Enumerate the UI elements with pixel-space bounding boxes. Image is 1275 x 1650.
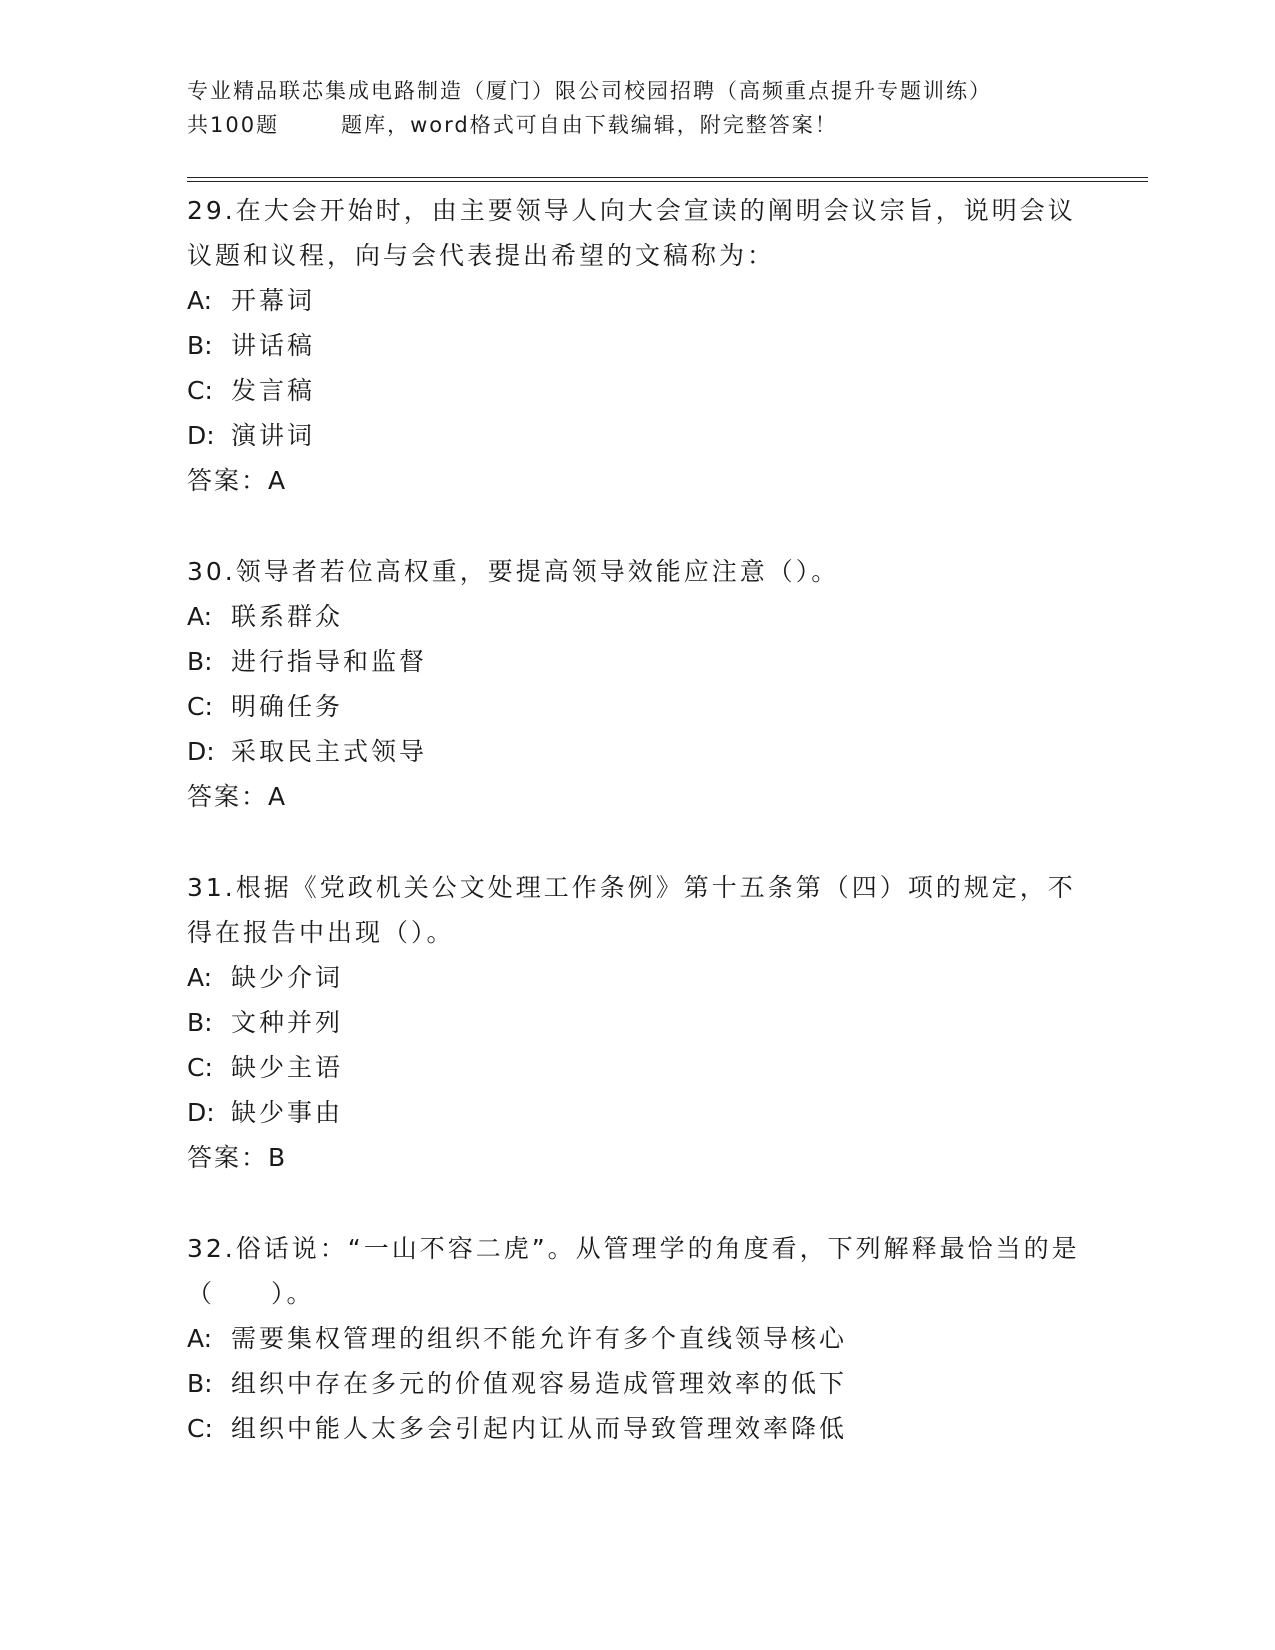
document-header — [187, 74, 1087, 142]
question-text: 31.根据《党政机关公文处理工作条例》第十五条第（四）项的规定，不得在报告中出现（）。 — [187, 873, 1076, 947]
answer-option — [187, 278, 1087, 323]
option-letter: C: — [187, 376, 213, 405]
answer-option — [187, 639, 1087, 684]
question-text: 29.在大会开始时，由主要领导人向大会宣读的阐明会议宗旨，说明会议议题和议程，向与会代表提出希望的文稿称为： — [187, 196, 1076, 270]
option-text: 采取民主式领导 — [231, 737, 428, 766]
answer-key: 答案：A — [187, 466, 288, 495]
answer-option — [187, 955, 1087, 1000]
answer-key: 答案：B — [187, 1143, 288, 1172]
question-block — [187, 549, 1087, 819]
option-letter: C: — [187, 1053, 213, 1082]
option-text: 讲话稿 — [231, 331, 316, 360]
header-divider-bottom — [187, 181, 1148, 182]
question-text: 30.领导者若位高权重，要提高领导效能应注意（）。 — [187, 557, 840, 586]
answer-option — [187, 413, 1087, 458]
question-count: 共100题 — [187, 113, 280, 137]
answer-option — [187, 1045, 1087, 1090]
option-text: 组织中能人太多会引起内讧从而导致管理效率降低 — [231, 1414, 848, 1443]
option-text: 组织中存在多元的价值观容易造成管理效率的低下 — [231, 1369, 848, 1398]
option-text: 进行指导和监督 — [231, 647, 428, 676]
question-list — [187, 188, 1087, 1497]
answer-option — [187, 1361, 1087, 1406]
answer-option — [187, 1316, 1087, 1361]
answer-option — [187, 594, 1087, 639]
header-description: 题库，word格式可自由下载编辑，附完整答案！ — [341, 113, 838, 137]
option-letter: D: — [187, 1098, 215, 1127]
option-letter: A: — [187, 1324, 213, 1353]
option-text: 缺少事由 — [231, 1098, 344, 1127]
option-text: 缺少介词 — [231, 963, 344, 992]
option-text: 明确任务 — [231, 692, 344, 721]
header-subtitle — [187, 108, 1087, 142]
option-letter: A: — [187, 286, 213, 315]
answer-option — [187, 368, 1087, 413]
question-text: 32.俗话说：“一山不容二虎”。从管理学的角度看，下列解释最恰当的是（ ）。 — [187, 1234, 1080, 1308]
option-text: 文种并列 — [231, 1008, 344, 1037]
answer-option — [187, 323, 1087, 368]
option-letter: C: — [187, 1414, 213, 1443]
option-text: 联系群众 — [231, 602, 344, 631]
question-block — [187, 1226, 1087, 1451]
option-letter: B: — [187, 647, 213, 676]
option-text: 需要集权管理的组织不能允许有多个直线领导核心 — [231, 1324, 848, 1353]
option-letter: A: — [187, 963, 213, 992]
question-block — [187, 188, 1087, 503]
option-letter: B: — [187, 1008, 213, 1037]
option-letter: D: — [187, 421, 215, 450]
option-letter: B: — [187, 331, 213, 360]
option-text: 发言稿 — [231, 376, 316, 405]
option-letter: D: — [187, 737, 215, 766]
header-divider-top — [187, 177, 1148, 178]
answer-option — [187, 1000, 1087, 1045]
answer-option — [187, 1090, 1087, 1135]
header-title: 专业精品联芯集成电路制造（厦门）限公司校园招聘（高频重点提升专题训练） — [187, 79, 992, 103]
answer-option — [187, 1406, 1087, 1451]
option-text: 开幕词 — [231, 286, 316, 315]
option-text: 缺少主语 — [231, 1053, 344, 1082]
answer-key: 答案：A — [187, 782, 288, 811]
question-block — [187, 865, 1087, 1180]
option-letter: A: — [187, 602, 213, 631]
answer-option — [187, 729, 1087, 774]
option-letter: B: — [187, 1369, 213, 1398]
option-text: 演讲词 — [231, 421, 316, 450]
answer-option — [187, 684, 1087, 729]
option-letter: C: — [187, 692, 213, 721]
